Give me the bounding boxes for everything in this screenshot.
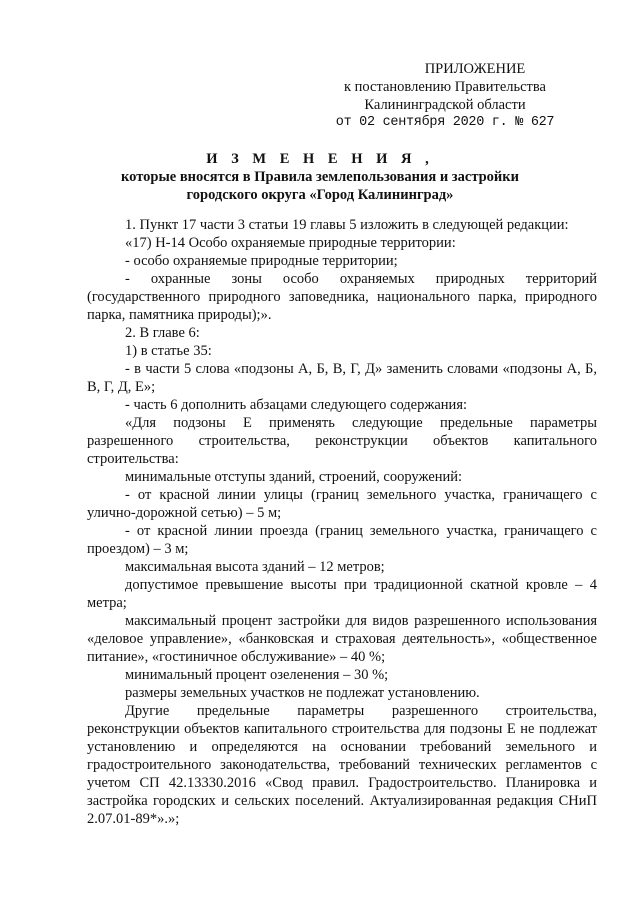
paragraph-5: 2. В главе 6: <box>125 325 200 341</box>
heading-line-2: городского округа «Город Калининград» <box>186 187 454 203</box>
paragraph-17: размеры земельных участков не подлежат установлению. <box>125 685 480 701</box>
paragraph-16: минимальный процент озеленения – 30 %; <box>125 667 389 683</box>
paragraph-3: - особо охраняемые природные территории; <box>125 253 398 269</box>
appendix-line-2: Калининградской области <box>364 97 526 113</box>
paragraph-12: - от красной линии проезда (границ земельного участка, граничащего с проездом) – 3 м; <box>87 523 597 557</box>
paragraph-8: - часть 6 дополнить абзацами следующего содержания: <box>125 397 468 413</box>
heading-title: И З М Е Н Е Н И Я , <box>206 151 434 167</box>
paragraph-4: - охранные зоны особо охраняемых природных территорий (государственного природного заповедника, национального парка, природного парка, памятника природы);». <box>87 271 597 323</box>
paragraph-9: «Для подзоны Е применять следующие предельные параметры разрешенного строительства, реконструкции объектов капитального строительства: <box>87 415 597 467</box>
paragraph-7: - в части 5 слова «подзоны А, Б, В, Г, Д» заменить словами «подзоны А, Б, В, Г, Д, Е»; <box>87 361 597 395</box>
paragraph-15: максимальный процент застройки для видов разрешенного использования «деловое управление», «банковская и страховая деятельность», «общественное питание», «гостиничное обслуживание» – 40 %; <box>87 613 597 665</box>
paragraph-1: 1. Пункт 17 части 3 статьи 19 главы 5 изложить в следующей редакции: <box>125 217 569 233</box>
document-body <box>87 216 597 828</box>
appendix-block <box>300 60 590 132</box>
paragraph-11: - от красной линии улицы (границ земельного участка, граничащего с улично-дорожной сетью) – 5 м; <box>87 487 597 521</box>
paragraph-10: минимальные отступы зданий, строений, сооружений: <box>125 469 463 485</box>
appendix-date-line: от 02 сентября 2020 г. № 627 <box>335 115 555 130</box>
heading-line-1: которые вносятся в Правила землепользования и застройки <box>121 169 519 185</box>
paragraph-13: максимальная высота зданий – 12 метров; <box>125 559 385 575</box>
document-heading <box>60 150 580 204</box>
paragraph-2: «17) Н-14 Особо охраняемые природные территории: <box>125 235 456 251</box>
paragraph-18: Другие предельные параметры разрешенного строительства, реконструкции объектов капитального строительства для подзоны Е не подлежат установлению и определяются на основании требований земельного и градостроительного законодательства, требований технических регламентов с учетом СП 42.13330.2016 «Свод правил. Градостроительство. Планировка и застройка городских и сельских поселений. Актуализированная редакция СНиП 2.07.01-89*».»; <box>87 703 597 827</box>
appendix-line-1: к постановлению Правительства <box>344 79 546 95</box>
appendix-title: ПРИЛОЖЕНИЕ <box>424 61 526 77</box>
paragraph-6: 1) в статье 35: <box>125 343 212 359</box>
paragraph-14: допустимое превышение высоты при традиционной скатной кровле – 4 метра; <box>87 577 597 611</box>
